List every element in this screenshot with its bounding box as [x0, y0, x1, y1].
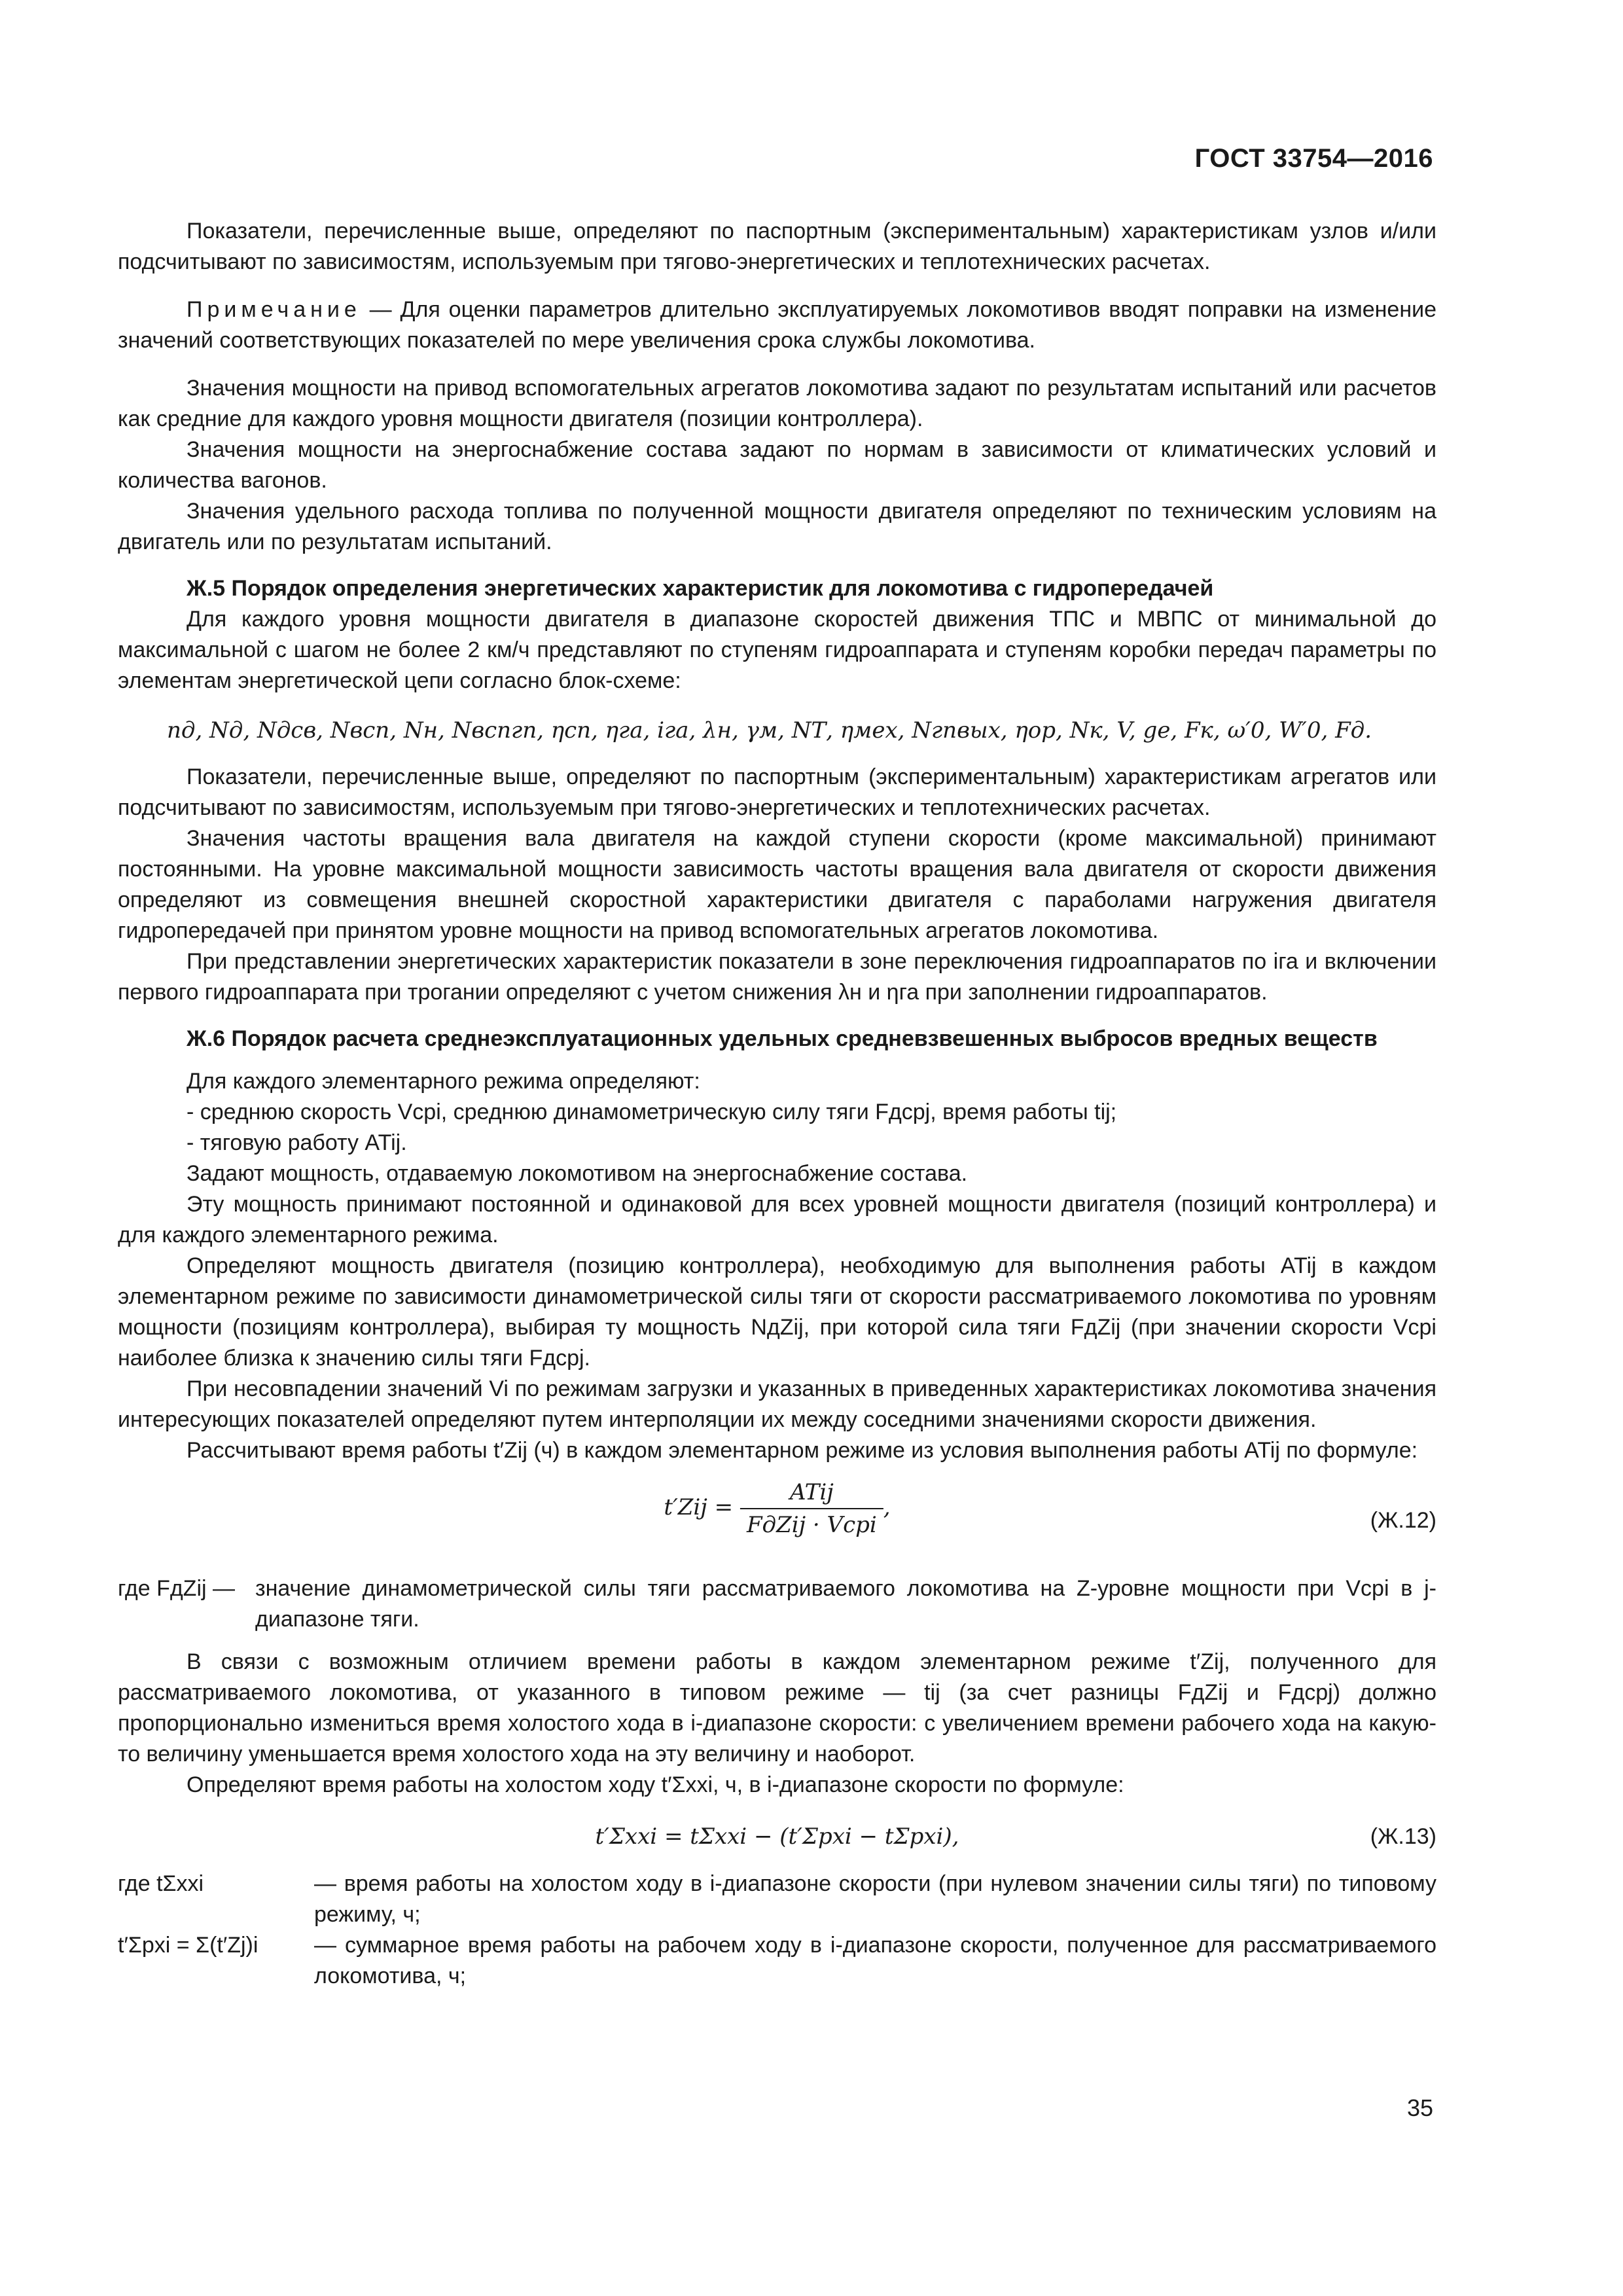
note-text: — Для оценки параметров длительно эксплуатируемых локомотивов вводят поправки на изменение значений соответствующих показателей по мере увеличения срока службы локомотива. — [118, 297, 1436, 353]
paragraph: При представлении энергетических характеристик показатели в зоне переключения гидроаппаратов по iга и включении первого гидроаппарата при трогании определяют с учетом снижения λн и ηга при заполнении гидроаппаратов. — [118, 949, 1436, 1005]
formula-body: t′Σxxi = tΣxxi − (t′Σpxi − tΣpxi), — [595, 1823, 959, 1850]
paragraph: Значения частоты вращения вала двигателя на каждой ступени скорости (кроме максимальной) принимают постоянными. На уровне максимальной мощности зависимость частоты вращения вала двигателя от скорости движения определяют из совмещения внешней скоростной характеристики двигателя с параболами нагружения двигателя гидропередачей при принятом уровне мощности на привод вспомогательных агрегатов локомотива. — [118, 826, 1436, 943]
symbol-list: nд, Nд, Nдсв, Nвсп, Nн, Nвспгп, ηсп, ηга, iга, λн, γм, NТ, ηмех, Nгпвых, ηор, Nк, V, ge, Fк, ω′0, W′0, Fд. — [167, 717, 1372, 744]
formula-numerator: ATij — [740, 1477, 883, 1509]
section-heading-zh6: Ж.6 Порядок расчета среднеэксплуатационных удельных средневзвешенных выбросов вредных веществ — [187, 1026, 1378, 1051]
paragraph: Для каждого элементарного режима определяют: — [187, 1069, 700, 1094]
definition-term: где FдZij — — [118, 1576, 235, 1601]
paragraph: В связи с возможным отличием времени работы в каждом элементарном режиме t′Zij, полученного для рассматриваемого локомотива, от указанного в типовом режиме — tij (за счет разницы FдZij и Fдсрj) должно пропорционально измениться время холостого хода в i-диапазоне скорости: с увеличением времени рабочего хода на какую-то величину уменьшается время холостого хода на эту величину и наоборот. — [118, 1649, 1436, 1767]
paragraph: Определяют мощность двигателя (позицию контроллера), необходимую для выполнения работы ATij в каждом элементарном режиме по зависимости динамометрической силы тяги от скорости рассматриваемого локомотива по уровням мощности (позициям контроллера), выбирая ту мощность NдZij, при которой сила тяги FдZij (при значении скорости Vсрi наиболее близка к значению силы тяги Fдсрj. — [118, 1253, 1436, 1371]
definition-term: где tΣxxi — [118, 1871, 204, 1896]
definition-term: t′Σpxi = Σ(t′Zj)i — [118, 1933, 259, 1958]
definition-body: — время работы на холостом ходу в i-диапазоне скорости (при нулевом значении силы тяги) по типовому режиму, ч; — [314, 1871, 1436, 1927]
formula-number: (Ж.12) — [1370, 1508, 1436, 1533]
document-body — [118, 216, 1436, 1992]
note-label: Примечание — [187, 297, 361, 322]
formula-number: (Ж.13) — [1370, 1824, 1436, 1849]
paragraph: Задают мощность, отдаваемую локомотивом на энергоснабжение состава. — [187, 1161, 968, 1186]
section-heading-zh5: Ж.5 Порядок определения энергетических характеристик для локомотива с гидропередачей — [187, 576, 1214, 601]
paragraph: Эту мощность принимают постоянной и одинаковой для всех уровней мощности двигателя (позиций контроллера) и для каждого элементарного режима. — [118, 1192, 1436, 1247]
paragraph: Показатели, перечисленные выше, определяют по паспортным (экспериментальным) характеристикам узлов и/или подсчитывают по зависимостям, используемым при тягово-энергетических и теплотехнических расчетах. — [118, 219, 1436, 274]
where-definition — [118, 1869, 1436, 1930]
paragraph: Рассчитывают время работы t′Zij (ч) в каждом элементарном режиме из условия выполнения работы ATij по формуле: — [187, 1438, 1418, 1463]
note — [118, 295, 1436, 356]
where-definition — [118, 1573, 1436, 1635]
formula-zh12 — [118, 1477, 1436, 1568]
definition-body: — суммарное время работы на рабочем ходу в i-диапазоне скорости, полученное для рассматриваемого локомотива, ч; — [314, 1933, 1436, 1988]
where-definition — [118, 1930, 1436, 1992]
formula-denominator: FдZij · Vсрi — [746, 1512, 877, 1538]
paragraph: Значения удельного расхода топлива по полученной мощности двигателя определяют по техническим условиям на двигатель или по результатам испытаний. — [118, 499, 1436, 554]
document-header: ГОСТ 33754—2016 — [1194, 144, 1433, 173]
paragraph: Определяют время работы на холостом ходу t′Σxxi, ч, в i-диапазоне скорости по формуле: — [187, 1772, 1124, 1797]
list-item: - тяговую работу ATij. — [187, 1130, 407, 1155]
list-item: - среднюю скорость Vсрi, среднюю динамометрическую силу тяги Fдсрj, время работы tij; — [187, 1100, 1117, 1124]
formula-fraction — [740, 1477, 883, 1541]
paragraph: Значения мощности на привод вспомогательных агрегатов локомотива задают по результатам испытаний или расчетов как средние для каждого уровня мощности двигателя (позиции контроллера). — [118, 376, 1436, 431]
paragraph: Значения мощности на энергоснабжение состава задают по нормам в зависимости от климатических условий и количества вагонов. — [118, 437, 1436, 493]
formula-lhs: t′Zij = — [664, 1494, 734, 1520]
formula-tail: , — [883, 1494, 891, 1520]
paragraph: Для каждого уровня мощности двигателя в диапазоне скоростей движения ТПС и МВПС от минимальной до максимальной с шагом не более 2 км/ч представляют по ступеням гидроаппарата и ступеням коробки передач параметры по элементам энергетической цепи согласно блок-схеме: — [118, 607, 1436, 693]
paragraph: При несовпадении значений Vi по режимам загрузки и указанных в приведенных характеристиках локомотива значения интересующих показателей определяют путем интерполяции их между соседними значениями скорости движения. — [118, 1376, 1436, 1432]
definition-body: значение динамометрической силы тяги рассматриваемого локомотива на Z-уровне мощности при Vсрi в j-диапазоне тяги. — [255, 1576, 1436, 1632]
page-number: 35 — [1406, 2094, 1433, 2121]
formula-body — [664, 1477, 890, 1541]
paragraph: Показатели, перечисленные выше, определяют по паспортным (экспериментальным) характеристикам агрегатов или подсчитывают по зависимостям, используемым при тягово-энергетических и теплотехнических расчетах. — [118, 764, 1436, 820]
formula-zh13 — [118, 1811, 1436, 1863]
